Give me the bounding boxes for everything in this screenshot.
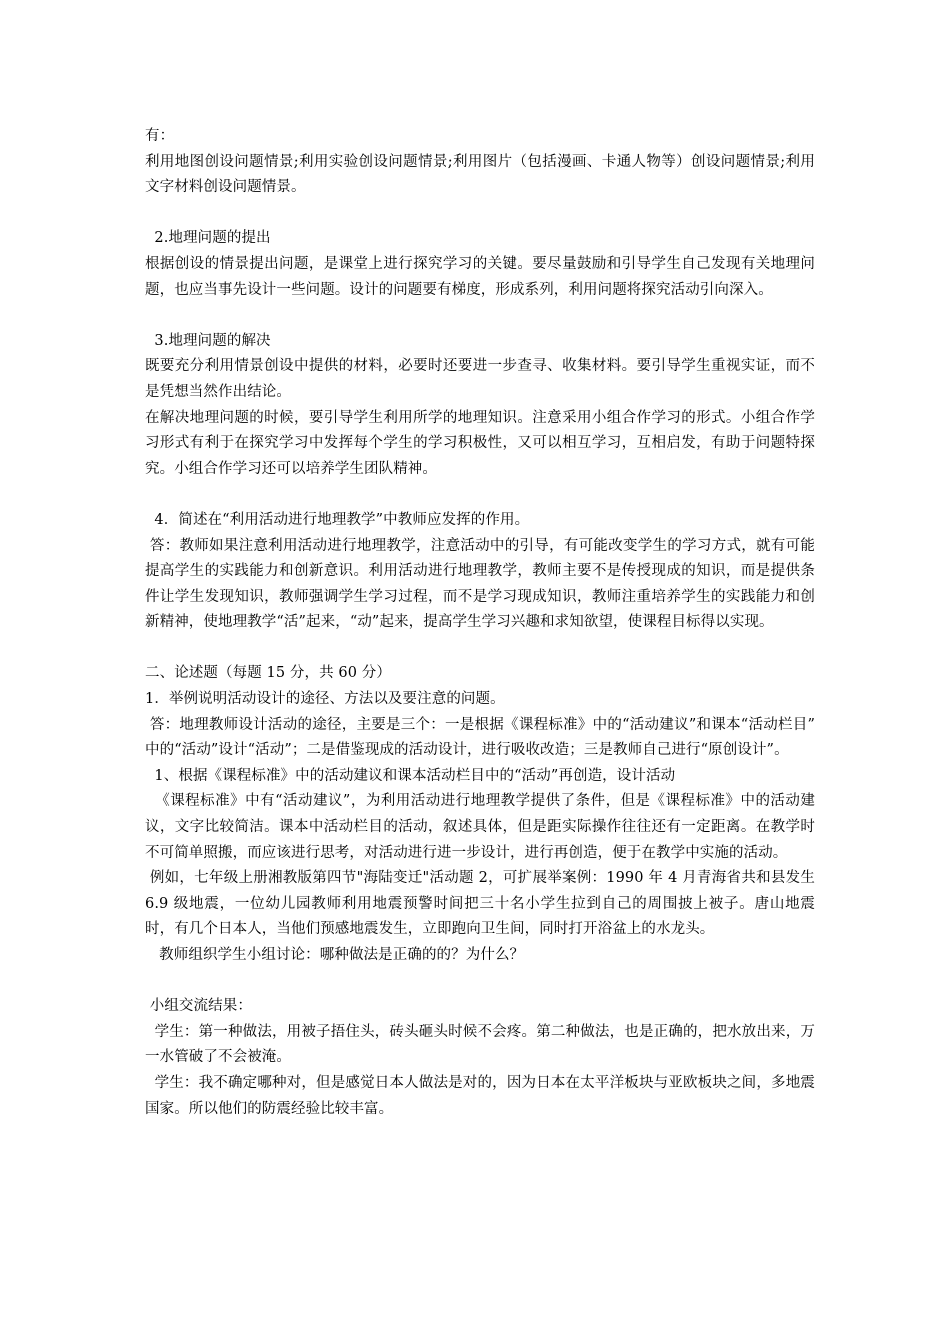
blank-line <box>145 969 815 995</box>
answer-paragraph: 答：地理教师设计活动的途径，主要是三个：一是根据《课程标准》中的“活动建议”和课本“活动栏目” 中的“活动”设计“活动”；二是借鉴现成的活动设计，进行吸收改造；三是教师自己进行“原创设计”。 <box>145 716 820 759</box>
blank-line <box>145 636 815 662</box>
student-response: 学生：第一种做法，用被子捂住头，砖头砸头时候不会疼。第二种做法，也是正确的，把水放出来，万一水管破了不会被淹。 <box>145 1023 815 1066</box>
section-heading: 2.地理问题的提出 <box>145 230 271 247</box>
question-heading: 4．简述在“利用活动进行地理教学”中教师应发挥的作用。 <box>145 511 530 528</box>
text-paragraph: 根据创设的情景提出问题，是课堂上进行探究学习的关键。要尽量鼓励和引导学生自己发现有关地理问题，也应当事先设计一些问题。设计的问题要有梯度，形成系列，利用问题将探究活动引向深入。 <box>145 255 815 298</box>
section-title: 二、论述题（每题 15 分，共 60 分） <box>145 665 391 682</box>
blank-line <box>145 303 815 329</box>
document-page <box>145 124 820 1122</box>
question-heading: 1．举例说明活动设计的途径、方法以及要注意的问题。 <box>145 691 505 708</box>
text-paragraph: 利用地图创设问题情景;利用实验创设问题情景;利用图片（包括漫画、卡通人物等）创设问题情景;利用文字材料创设问题情景。 <box>145 153 815 196</box>
text-line: 有： <box>145 128 175 144</box>
blank-line <box>145 482 815 508</box>
answer-paragraph: 答：教师如果注意利用活动进行地理教学，注意活动中的引导，有可能改变学生的学习方式，就有可能提高学生的实践能力和创新意识。利用活动进行地理教学，教师主要不是传授现成的知识，而是提供条件让学生发现知识，教师强调学生学习过程，而不是学习现成知识，教师注重培养学生的实践能力和创新精神，使地理教学“活”起来，“动”起来，提高学生学习兴趣和求知欲望，使课程目标得以实现。 <box>145 537 815 631</box>
section-heading: 3.地理问题的解决 <box>145 332 271 349</box>
text-line: 小组交流结果： <box>145 998 252 1015</box>
text-paragraph: 既要充分利用情景创设中提供的材料，必要时还要进一步查寻、收集材料。要引导学生重视实证，而不是凭想当然作出结论。 <box>145 358 815 400</box>
text-paragraph: 《课程标准》中有“活动建议”，为利用活动进行地理教学提供了条件，但是《课程标准》中的活动建议，文字比较简洁。课本中活动栏目的活动，叙述具体，但是距实际操作往往还有一定距离。在教学时不可简单照搬，而应该进行思考，对活动进行进一步设计，进行再创造，便于在教学中实施的活动。 <box>145 793 816 861</box>
subsection-heading: 1、根据《课程标准》中的活动建议和课本活动栏目中的“活动”再创造，设计活动 <box>145 767 676 784</box>
example-paragraph: 例如，七年级上册湘教版第四节"海陆变迁"活动题 2，可扩展举案例：1990 年 4 月青海省共和县发生 6.9 级地震，一位幼儿园教师利用地震预警时间把三十名小学生拉到自己的周围披上被子。唐山地震时，有几个日本人，当他们预感地震发生，立即跑向卫生间，同时打开浴盆上的水龙头。 <box>145 870 820 938</box>
student-response: 学生：我不确定哪种对，但是感觉日本人做法是对的，因为日本在太平洋板块与亚欧板块之间，多地震国家。所以他们的防震经验比较丰富。 <box>145 1074 815 1117</box>
text-line: 教师组织学生小组讨论：哪种做法是正确的的？为什么？ <box>145 947 525 963</box>
blank-line <box>145 201 815 227</box>
text-paragraph: 在解决地理问题的时候，要引导学生利用所学的地理知识。注意采用小组合作学习的形式。小组合作学习形式有利于在探究学习中发挥每个学生的学习积极性，又可以相互学习，互相启发，有助于问题特探究。小组合作学习还可以培养学生团队精神。 <box>145 409 815 477</box>
